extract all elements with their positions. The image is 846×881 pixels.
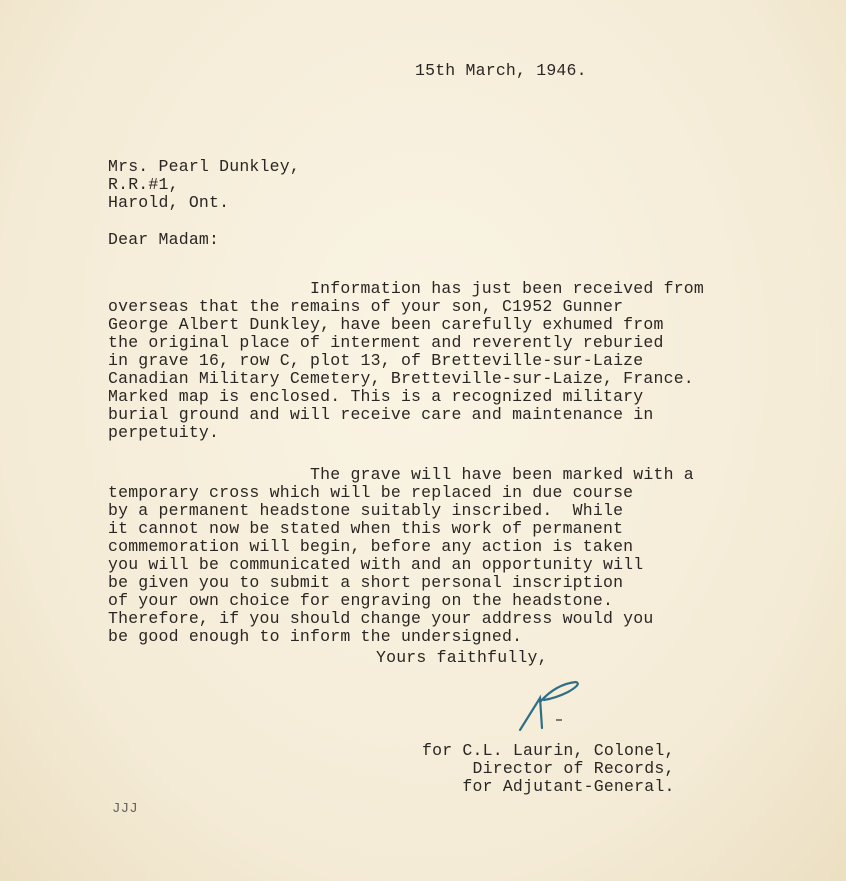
text-line: in grave 16, row C, plot 13, of Bretteville-sur-Laize — [108, 351, 644, 370]
recipient-name: Mrs. Pearl Dunkley, — [108, 157, 300, 176]
text-line: the original place of interment and reverently reburied — [108, 333, 664, 352]
recipient-route: R.R.#1, — [108, 175, 179, 194]
handwritten-signature-icon — [512, 678, 592, 734]
text-line: it cannot now be stated when this work of permanent — [108, 519, 624, 538]
signature-block — [422, 742, 675, 796]
text-line: by a permanent headstone suitably inscribed. While — [108, 501, 624, 520]
office-line: for Adjutant-General. — [422, 777, 675, 796]
text-line: commemoration will begin, before any action is taken — [108, 537, 634, 556]
recipient-address — [108, 158, 300, 212]
salutation: Dear Madam: — [108, 230, 220, 249]
text-line: perpetuity. — [108, 423, 220, 442]
signatory-line: for C.L. Laurin, Colonel, — [422, 741, 675, 760]
text-line: Information has just been received from — [108, 279, 704, 298]
closing: Yours faithfully, — [376, 648, 548, 667]
paragraph-1 — [108, 262, 704, 460]
title-line: Director of Records, — [422, 759, 675, 778]
text-line: Canadian Military Cemetery, Bretteville-sur-Laize, France. — [108, 369, 694, 388]
text-line: Marked map is enclosed. This is a recognized military — [108, 387, 644, 406]
letter-date: 15th March, 1946. — [415, 61, 587, 80]
typist-initials: JJJ — [112, 801, 138, 817]
text-line: be given you to submit a short personal inscription — [108, 573, 624, 592]
text-line: of your own choice for engraving on the headstone. — [108, 591, 614, 610]
text-line: temporary cross which will be replaced in due course — [108, 483, 634, 502]
text-line: Therefore, if you should change your address would you — [108, 609, 654, 628]
text-line: burial ground and will receive care and maintenance in — [108, 405, 654, 424]
text-line: The grave will have been marked with a — [108, 465, 694, 484]
text-line: you will be communicated with and an opportunity will — [108, 555, 644, 574]
recipient-town: Harold, Ont. — [108, 193, 230, 212]
text-line: overseas that the remains of your son, C1952 Gunner — [108, 297, 624, 316]
paragraph-2 — [108, 448, 694, 664]
text-line: be good enough to inform the undersigned. — [108, 627, 523, 646]
text-line: George Albert Dunkley, have been carefully exhumed from — [108, 315, 664, 334]
